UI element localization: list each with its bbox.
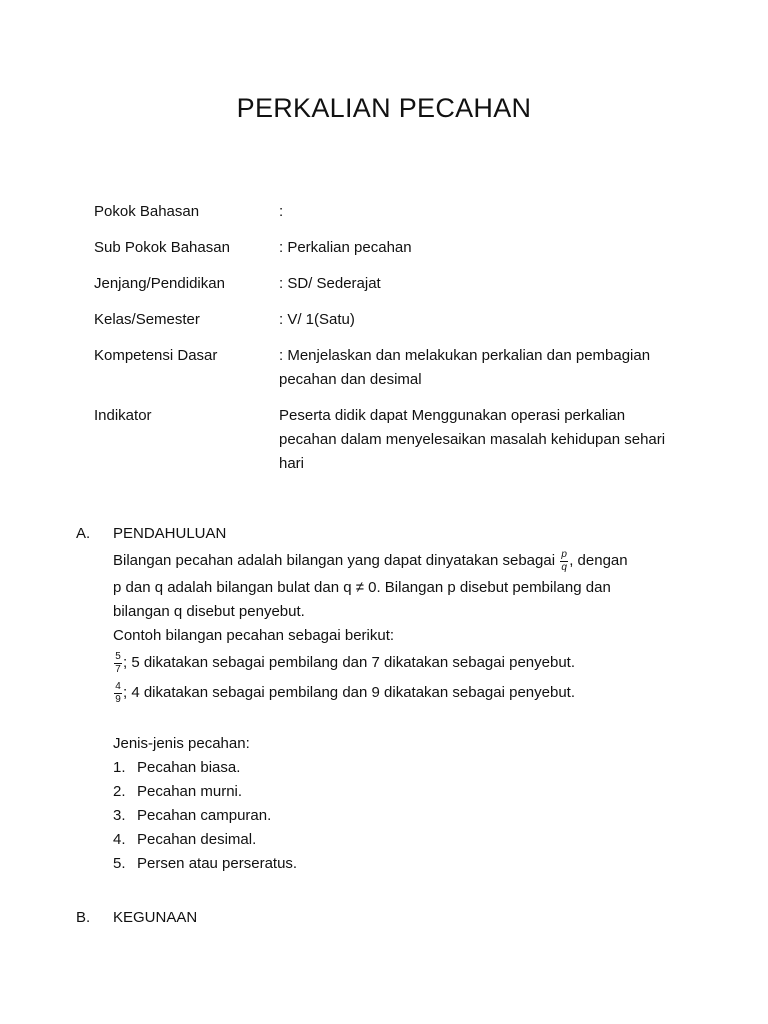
section-heading — [76, 906, 696, 930]
meta-row-kompetensi-dasar — [94, 344, 694, 392]
fraction-denominator: q — [561, 561, 567, 573]
example-text: ; 5 dikatakan sebagai pembilang dan 7 dikatakan sebagai penyebut. — [123, 654, 575, 671]
meta-value: : Menjelaskan dan melakukan perkalian dan pembagian pecahan dan desimal — [279, 347, 651, 388]
meta-label: Sub Pokok Bahasan — [94, 239, 230, 256]
meta-label: Kompetensi Dasar — [94, 347, 218, 364]
meta-value: : V/ 1(Satu) — [279, 311, 355, 328]
fraction-5-7 — [114, 652, 122, 675]
list-label: Pecahan desimal. — [137, 831, 257, 848]
meta-value: Peserta didik dapat Menggunakan operasi perkalian pecahan dalam menyelesaikan masalah kehidupan sehari hari — [279, 407, 666, 472]
list-item — [113, 852, 696, 876]
meta-table — [94, 200, 694, 488]
meta-label: Pokok Bahasan — [94, 203, 200, 220]
example-text: ; 4 dikatakan sebagai pembilang dan 9 dikatakan sebagai penyebut. — [123, 684, 575, 701]
intro-line-3: bilangan q disebut penyebut. — [113, 603, 305, 620]
example-line — [113, 678, 696, 708]
section-title: KEGUNAAN — [113, 909, 198, 926]
meta-row-sub-pokok-bahasan — [94, 236, 694, 260]
list-item — [113, 828, 696, 852]
list-label: Persen atau perseratus. — [137, 855, 298, 872]
section-title: PENDAHULUAN — [113, 525, 227, 542]
list-number: 4. — [113, 831, 126, 848]
list-item — [113, 804, 696, 828]
fraction-4-9 — [114, 682, 122, 705]
section-heading — [76, 522, 696, 546]
list-label: Pecahan campuran. — [137, 807, 272, 824]
intro-line-2: p dan q adalah bilangan bulat dan q ≠ 0. Bilangan p disebut pembilang dan — [113, 579, 611, 596]
section-letter: B. — [76, 909, 91, 926]
types-heading: Jenis-jenis pecahan: — [113, 735, 250, 752]
list-number: 5. — [113, 855, 126, 872]
section-kegunaan — [76, 906, 696, 930]
meta-row-kelas-semester — [94, 308, 694, 332]
example-line — [113, 648, 696, 678]
meta-label: Kelas/Semester — [94, 311, 200, 328]
list-label: Pecahan biasa. — [137, 759, 241, 776]
meta-label: Indikator — [94, 407, 152, 424]
list-item — [113, 756, 696, 780]
example-intro: Contoh bilangan pecahan sebagai berikut: — [113, 627, 395, 644]
intro-suffix: , dengan — [569, 552, 628, 569]
section-body — [113, 546, 696, 876]
section-letter: A. — [76, 525, 91, 542]
list-item — [113, 780, 696, 804]
meta-row-jenjang — [94, 272, 694, 296]
meta-label: Jenjang/Pendidikan — [94, 275, 225, 292]
list-label: Pecahan murni. — [137, 783, 243, 800]
fraction-p-over-q — [560, 550, 568, 573]
meta-value: : Perkalian pecahan — [279, 239, 412, 256]
page-title: PERKALIAN PECAHAN — [236, 93, 532, 123]
meta-row-indikator — [94, 404, 694, 476]
list-number: 1. — [113, 759, 126, 776]
spacer — [113, 708, 696, 732]
meta-value: : — [279, 203, 284, 220]
fraction-denominator: 9 — [115, 693, 121, 705]
meta-value: : SD/ Sederajat — [279, 275, 381, 292]
fraction-numerator: 4 — [115, 680, 121, 692]
fraction-numerator: 5 — [115, 650, 121, 662]
list-number: 3. — [113, 807, 126, 824]
meta-row-pokok-bahasan — [94, 200, 694, 224]
list-number: 2. — [113, 783, 126, 800]
intro-prefix: Bilangan pecahan adalah bilangan yang dapat dinyatakan sebagai — [113, 552, 556, 569]
intro-line — [113, 546, 696, 576]
fraction-denominator: 7 — [115, 663, 121, 675]
section-pendahuluan — [76, 522, 696, 876]
fraction-numerator: p — [561, 548, 567, 560]
